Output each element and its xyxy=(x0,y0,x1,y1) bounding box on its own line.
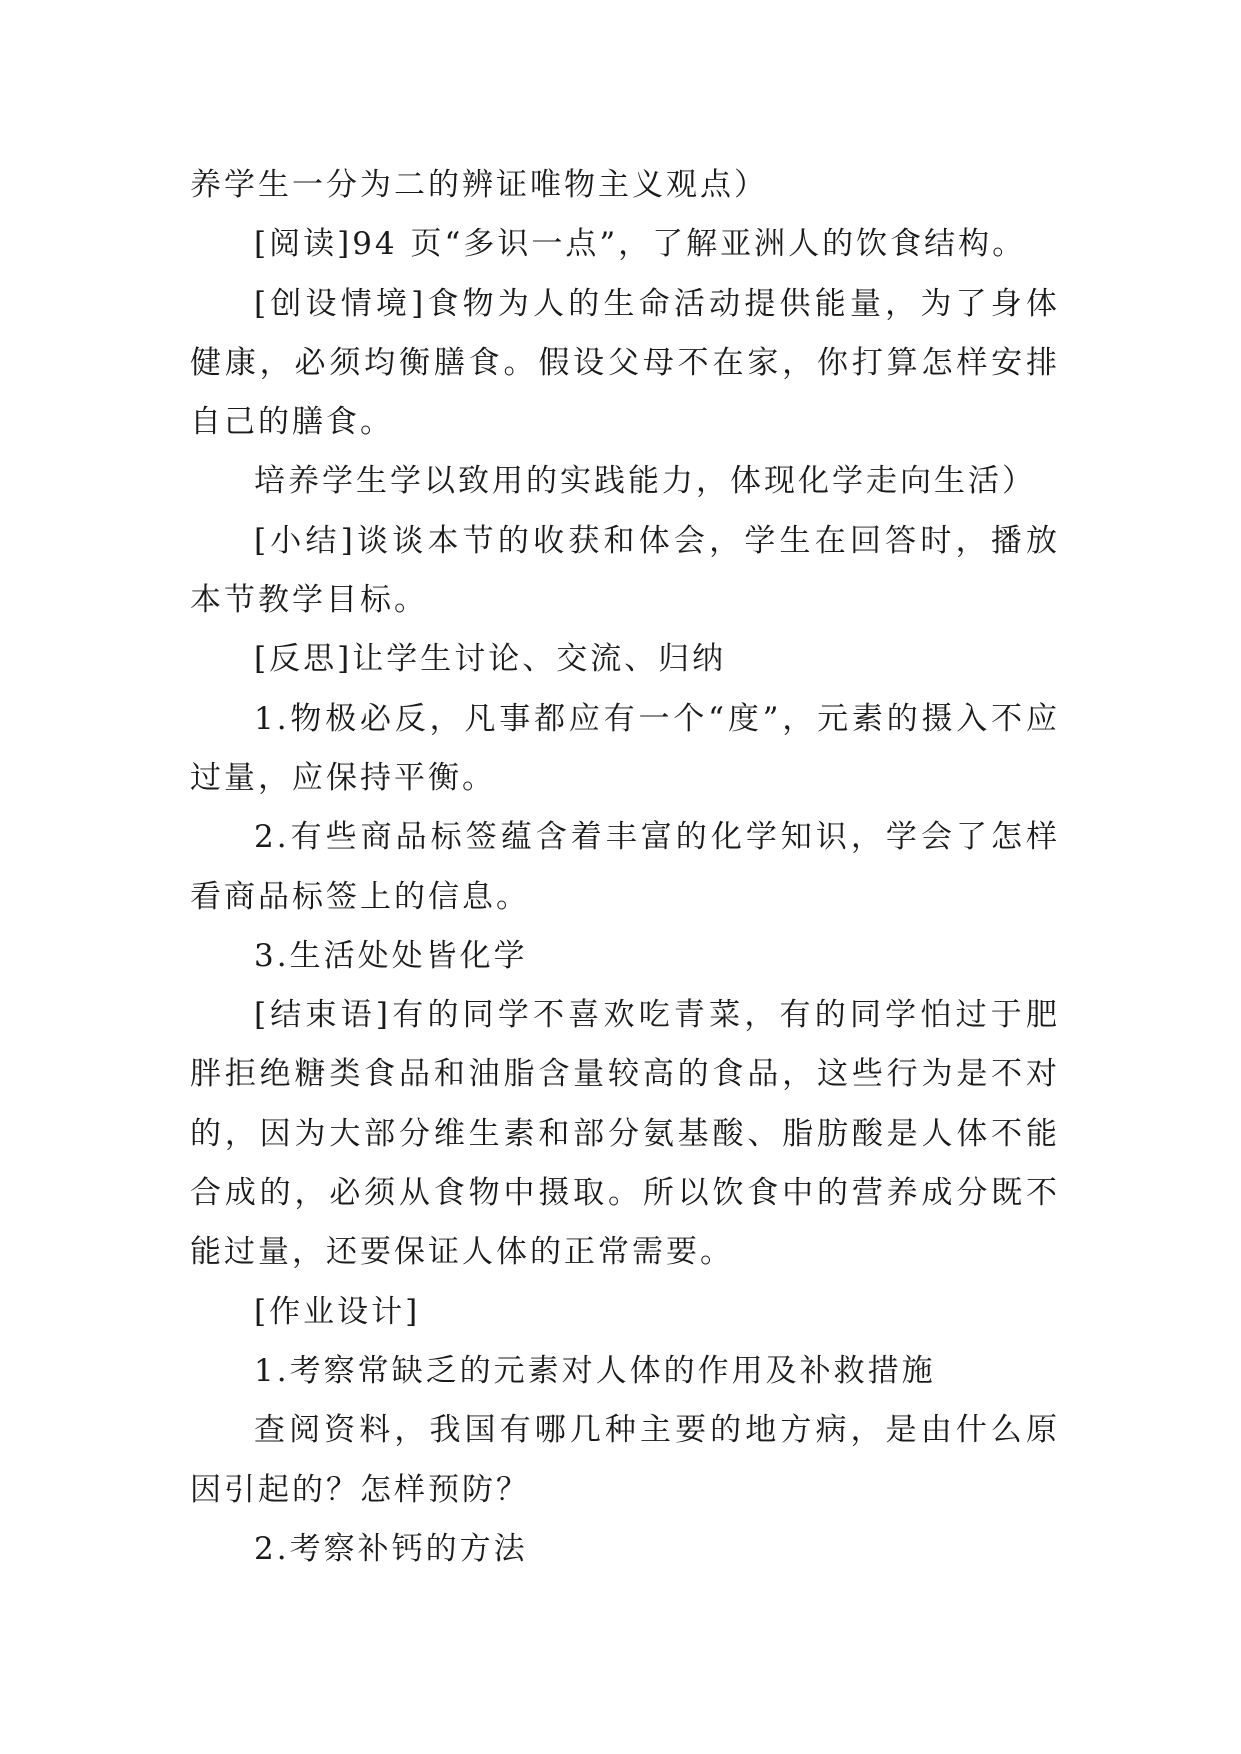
paragraph-10: [结束语]有的同学不喜欢吃青菜，有的同学怕过于肥胖拒绝糖类食品和油脂含量较高的食品，这些行为是不对的，因为大部分维生素和部分氨基酸、脂肪酸是人体不能合成的，必须从食物中摄取。所以饮食中的营养成分既不能过量，还要保证人体的正常需要。 xyxy=(190,997,1060,1271)
paragraph-14: 2.考察补钙的方法 xyxy=(254,1530,528,1567)
paragraph-12: 1.考察常缺乏的元素对人体的作用及补救措施 xyxy=(254,1352,936,1389)
paragraph-2: [阅读]94 页“多识一点”，了解亚洲人的饮食结构。 xyxy=(254,226,1027,263)
paragraph-4: 培养学生学以致用的实践能力，体现化学走向生活） xyxy=(254,463,1036,500)
document-body xyxy=(190,156,1060,1579)
paragraph-9: 3.生活处处皆化学 xyxy=(254,937,528,974)
paragraph-1: 养学生一分为二的辨证唯物主义观点） xyxy=(190,167,768,203)
paragraph-8: 2.有些商品标签蕴含着丰富的化学知识，学会了怎样看商品标签上的信息。 xyxy=(190,819,1060,915)
paragraph-3: [创设情境]食物为人的生命活动提供能量，为了身体健康，必须均衡膳食。假设父母不在家，你打算怎样安排自己的膳食。 xyxy=(190,285,1060,441)
paragraph-6: [反思]让学生讨论、交流、归纳 xyxy=(254,641,727,678)
paragraph-7: 1.物极必反，凡事都应有一个“度”，元素的摄入不应过量，应保持平衡。 xyxy=(190,700,1060,796)
paragraph-11: [作业设计] xyxy=(254,1293,421,1330)
paragraph-13: 查阅资料，我国有哪几种主要的地方病，是由什么原因引起的？怎样预防？ xyxy=(190,1412,1060,1508)
paragraph-5: [小结]谈谈本节的收获和体会，学生在回答时，播放本节教学目标。 xyxy=(190,522,1060,619)
